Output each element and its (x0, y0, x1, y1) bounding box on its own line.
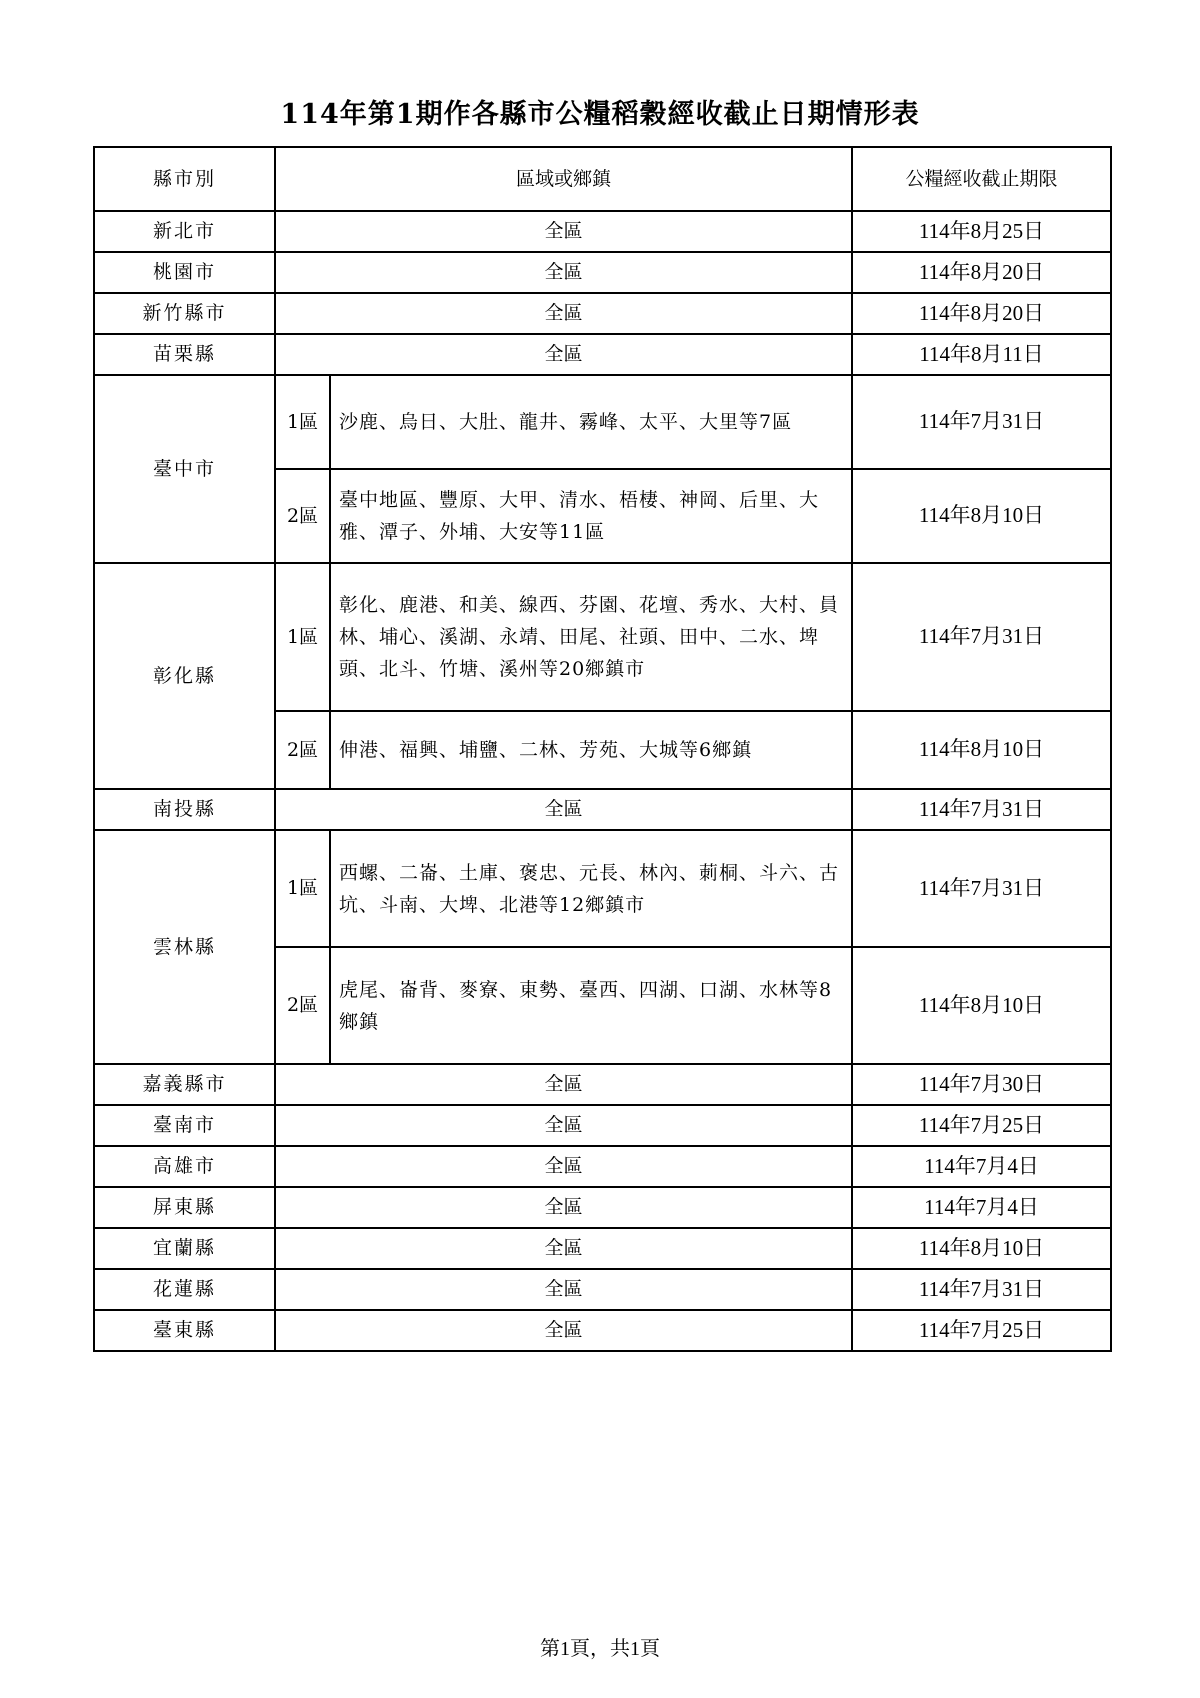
table-row (94, 1105, 1111, 1146)
table-row (94, 563, 1111, 711)
table-row (94, 252, 1111, 293)
area-cell: 全區 (275, 789, 852, 830)
deadline-cell: 114年8月20日 (852, 252, 1111, 293)
area-cell: 全區 (275, 1187, 852, 1228)
county-cell: 臺東縣 (94, 1310, 275, 1351)
county-cell: 嘉義縣市 (94, 1064, 275, 1105)
table-header-row (94, 147, 1111, 211)
county-cell: 彰化縣 (94, 563, 275, 789)
area-cell: 全區 (275, 211, 852, 252)
towns-cell: 虎尾、崙背、麥寮、東勢、臺西、四湖、口湖、水林等8鄉鎮 (330, 947, 852, 1064)
deadline-cell: 114年8月10日 (852, 469, 1111, 563)
county-cell: 苗栗縣 (94, 334, 275, 375)
table-row (94, 1187, 1111, 1228)
area-cell: 全區 (275, 334, 852, 375)
table-row (94, 375, 1111, 469)
area-cell: 全區 (275, 1269, 852, 1310)
area-cell: 全區 (275, 1310, 852, 1351)
county-cell: 南投縣 (94, 789, 275, 830)
zone-cell: 1區 (275, 375, 330, 469)
page-title: 114年第1期作各縣市公糧稻穀經收截止日期情形表 (280, 99, 920, 130)
deadline-cell: 114年7月25日 (852, 1310, 1111, 1351)
table-row (94, 1228, 1111, 1269)
area-cell: 全區 (275, 1228, 852, 1269)
county-cell: 新竹縣市 (94, 293, 275, 334)
table-row (94, 1064, 1111, 1105)
county-cell: 花蓮縣 (94, 1269, 275, 1310)
county-cell: 雲林縣 (94, 830, 275, 1064)
deadline-cell: 114年8月10日 (852, 711, 1111, 789)
deadline-cell: 114年7月31日 (852, 789, 1111, 830)
county-cell: 高雄市 (94, 1146, 275, 1187)
page-footer: 第1頁，共1頁 (540, 1638, 660, 1660)
header-deadline: 公糧經收截止期限 (852, 147, 1111, 211)
deadline-cell: 114年7月31日 (852, 830, 1111, 947)
area-cell: 全區 (275, 252, 852, 293)
area-cell: 全區 (275, 1146, 852, 1187)
deadline-cell: 114年8月10日 (852, 1228, 1111, 1269)
county-cell: 臺中市 (94, 375, 275, 563)
area-cell: 全區 (275, 293, 852, 334)
county-cell: 新北市 (94, 211, 275, 252)
table-row (94, 211, 1111, 252)
zone-cell: 2區 (275, 711, 330, 789)
zone-cell: 1區 (275, 830, 330, 947)
county-cell: 桃園市 (94, 252, 275, 293)
towns-cell: 伸港、福興、埔鹽、二林、芳苑、大城等6鄉鎮 (330, 711, 852, 789)
towns-cell: 彰化、鹿港、和美、線西、芬園、花壇、秀水、大村、員林、埔心、溪湖、永靖、田尾、社頭、田中、二水、埤頭、北斗、竹塘、溪州等20鄉鎮市 (330, 563, 852, 711)
county-cell: 屏東縣 (94, 1187, 275, 1228)
zone-cell: 1區 (275, 563, 330, 711)
deadline-cell: 114年8月11日 (852, 334, 1111, 375)
towns-cell: 沙鹿、烏日、大肚、龍井、霧峰、太平、大里等7區 (330, 375, 852, 469)
deadline-table (93, 146, 1112, 1352)
zone-cell: 2區 (275, 469, 330, 563)
table-row (94, 293, 1111, 334)
deadline-cell: 114年7月4日 (852, 1187, 1111, 1228)
deadline-cell: 114年7月31日 (852, 375, 1111, 469)
deadline-cell: 114年7月30日 (852, 1064, 1111, 1105)
county-cell: 宜蘭縣 (94, 1228, 275, 1269)
area-cell: 全區 (275, 1064, 852, 1105)
deadline-cell: 114年8月25日 (852, 211, 1111, 252)
deadline-cell: 114年8月10日 (852, 947, 1111, 1064)
towns-cell: 臺中地區、豐原、大甲、清水、梧棲、神岡、后里、大雅、潭子、外埔、大安等11區 (330, 469, 852, 563)
header-area: 區域或鄉鎮 (275, 147, 852, 211)
table-row (94, 1310, 1111, 1351)
area-cell: 全區 (275, 1105, 852, 1146)
table-row (94, 1269, 1111, 1310)
zone-cell: 2區 (275, 947, 330, 1064)
county-cell: 臺南市 (94, 1105, 275, 1146)
towns-cell: 西螺、二崙、土庫、褒忠、元長、林內、莿桐、斗六、古坑、斗南、大埤、北港等12鄉鎮市 (330, 830, 852, 947)
table-row (94, 1146, 1111, 1187)
table-row (94, 830, 1111, 947)
deadline-cell: 114年7月31日 (852, 563, 1111, 711)
table-row (94, 334, 1111, 375)
table-row (94, 789, 1111, 830)
deadline-cell: 114年8月20日 (852, 293, 1111, 334)
deadline-cell: 114年7月25日 (852, 1105, 1111, 1146)
header-county: 縣市別 (94, 147, 275, 211)
deadline-cell: 114年7月31日 (852, 1269, 1111, 1310)
deadline-cell: 114年7月4日 (852, 1146, 1111, 1187)
